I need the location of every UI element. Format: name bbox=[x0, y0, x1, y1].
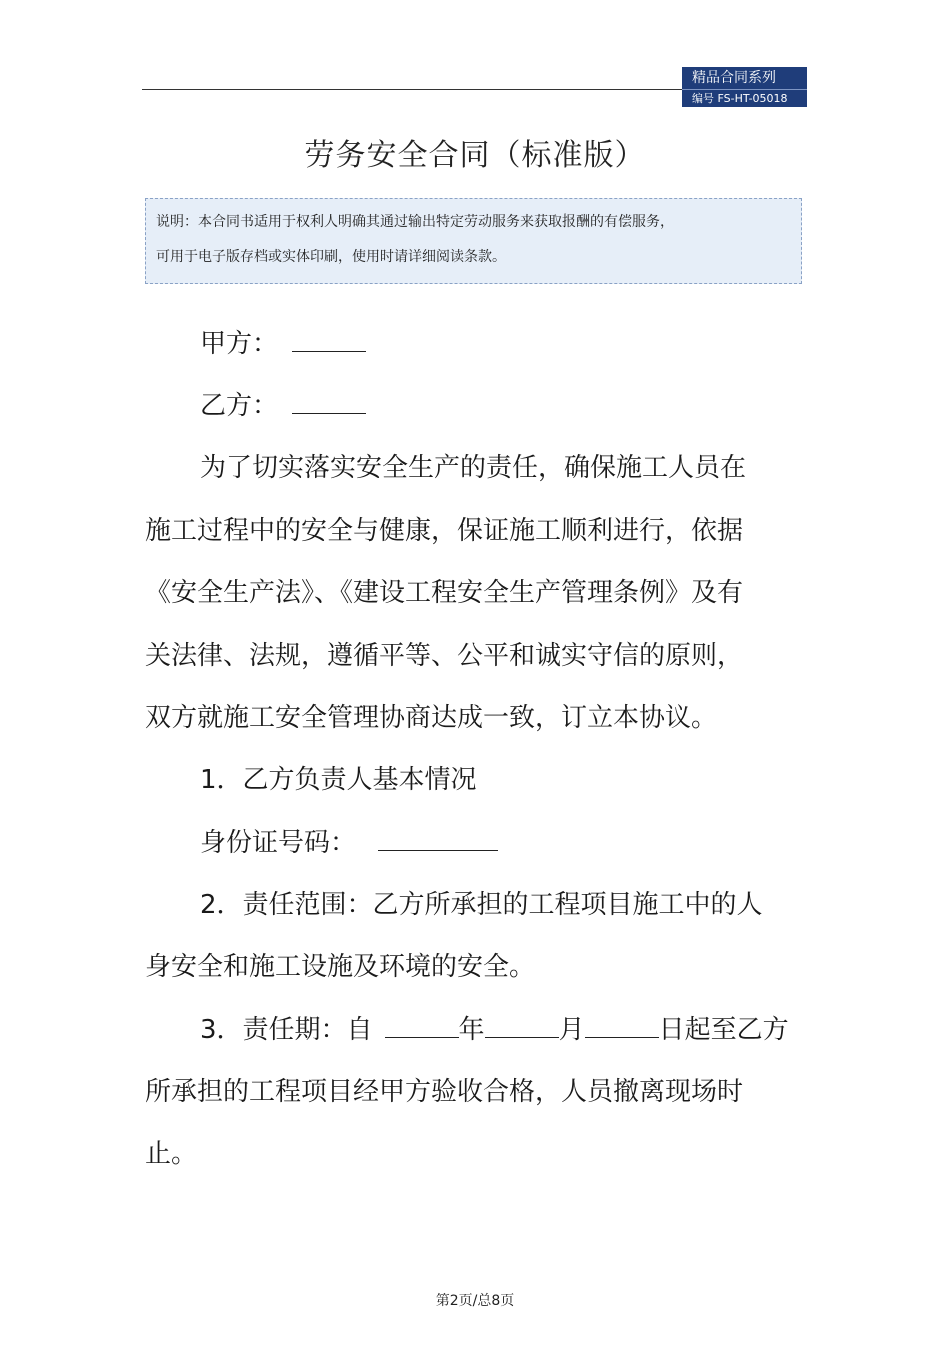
party-a-label: 甲方： bbox=[200, 329, 279, 359]
usage-note-box bbox=[145, 198, 802, 284]
document-title: 劳务安全合同（标准版） bbox=[304, 138, 646, 173]
clause-3-prefix: 3．责任期：自 bbox=[200, 1015, 373, 1045]
usage-note-line: 可用于电子版存档或实体印刷，使用时请详细阅读条款。 bbox=[156, 249, 506, 265]
party-b-blank bbox=[292, 387, 366, 414]
header-rule bbox=[142, 89, 682, 90]
party-b-line bbox=[200, 386, 366, 426]
intro-paragraph-line: 《安全生产法》、《建设工程安全生产管理条例》及有 bbox=[145, 578, 744, 608]
year-label: 年 bbox=[458, 1015, 485, 1045]
party-b-label: 乙方： bbox=[200, 391, 279, 421]
clause-2-line: 身安全和施工设施及环境的安全。 bbox=[145, 952, 536, 982]
intro-paragraph-line: 为了切实落实安全生产的责任，确保施工人员在 bbox=[200, 453, 747, 483]
month-blank bbox=[485, 1011, 559, 1038]
clause-2-line: 2．责任范围：乙方所承担的工程项目施工中的人 bbox=[200, 890, 763, 920]
intro-paragraph-line: 双方就施工安全管理协商达成一致，订立本协议。 bbox=[145, 703, 718, 733]
year-blank bbox=[385, 1011, 459, 1038]
id-number-blank bbox=[378, 824, 498, 851]
intro-paragraph-line: 施工过程中的安全与健康，保证施工顺利进行，依据 bbox=[145, 516, 744, 546]
page-indicator: 第2页/总8页 bbox=[435, 1293, 515, 1309]
clause-3-line bbox=[200, 1010, 789, 1050]
id-number-line bbox=[200, 823, 498, 863]
series-badge bbox=[682, 67, 807, 107]
intro-paragraph-line: 关法律、法规，遵循平等、公平和诚实守信的原则， bbox=[145, 641, 744, 671]
clause-3-line: 止。 bbox=[145, 1139, 198, 1169]
day-blank bbox=[585, 1011, 659, 1038]
usage-note-line: 说明：本合同书适用于权利人明确其通过输出特定劳动服务来获取报酬的有偿服务， bbox=[156, 214, 674, 230]
day-suffix: 日起至乙方 bbox=[658, 1015, 789, 1045]
id-number-label: 身份证号码： bbox=[200, 828, 357, 858]
series-code: 编号 FS-HT-05018 bbox=[692, 92, 788, 105]
clause-3-line: 所承担的工程项目经甲方验收合格，人员撤离现场时 bbox=[145, 1077, 744, 1107]
clause-1-heading: 1．乙方负责人基本情况 bbox=[200, 765, 477, 795]
party-a-blank bbox=[292, 325, 366, 352]
party-a-line bbox=[200, 324, 366, 364]
month-label: 月 bbox=[558, 1015, 585, 1045]
series-name: 精品合同系列 bbox=[692, 70, 776, 86]
